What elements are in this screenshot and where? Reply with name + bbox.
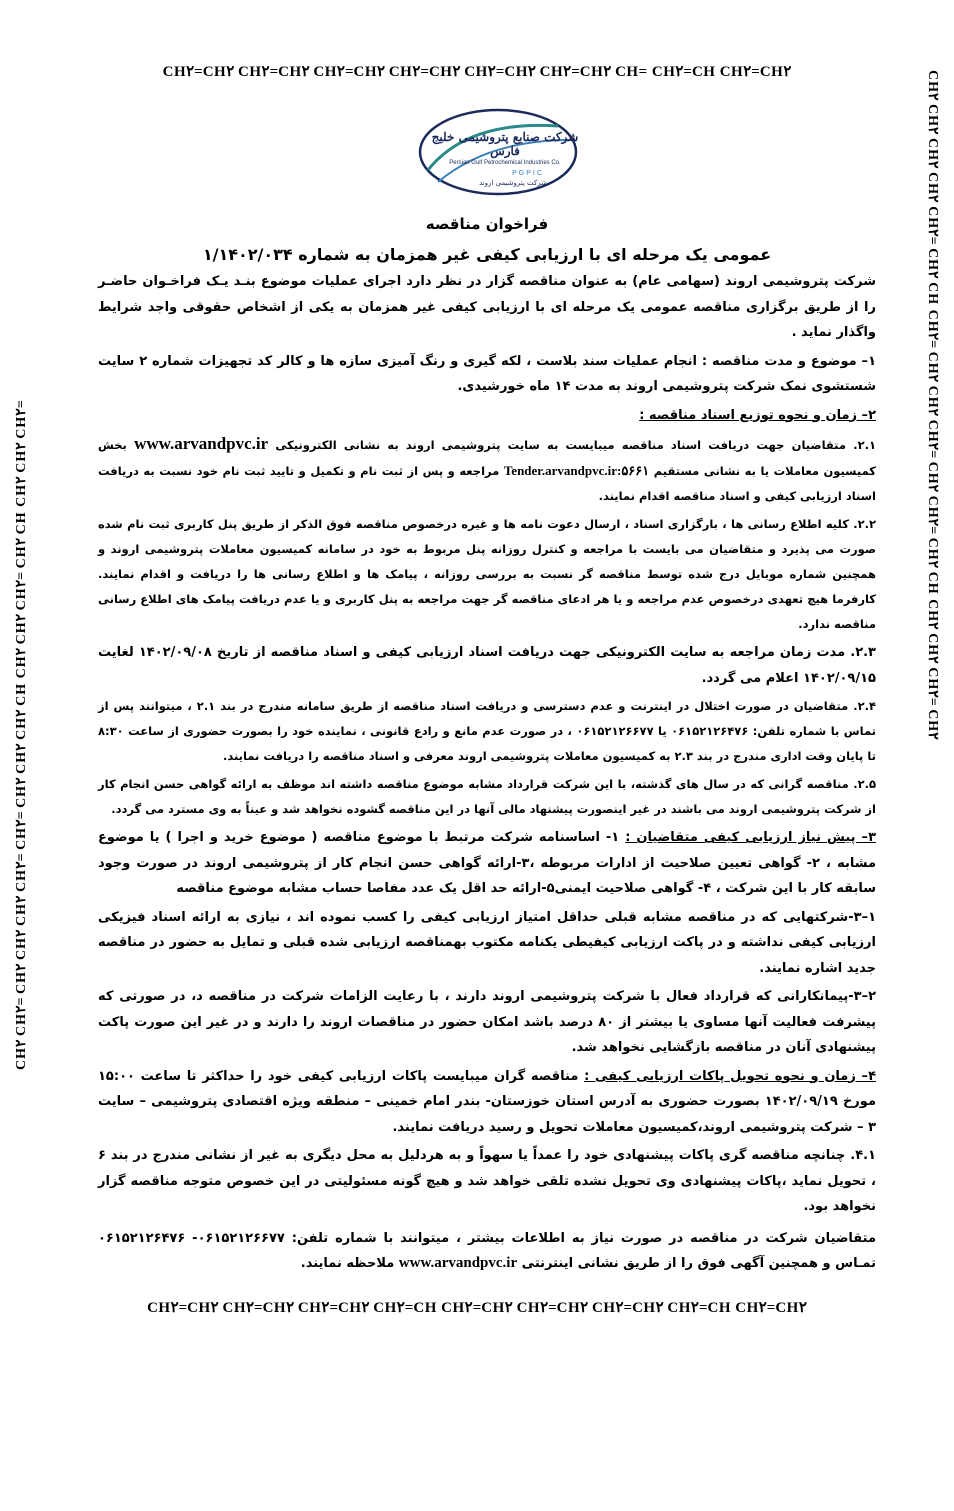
p21-text-c: مراجعه و پس از ثبت نام و تکمیل و تایید ثبت نام خود نسبت به دریافت اسناد ارزیابی کیفی و اسناد مناقصه اقدام نمایند. xyxy=(98,464,876,503)
section-4-text: مناقصه گران میبایست پاکات ارزیابی کیفی خود را حداکثر تا ساعت ۱۵:۰۰ مورخ ۱۴۰۲/۰۹/۱۹ بصورت حضوری به آدرس استان خوزستان- بندر امام خمینی – منطقه ویژه اقتصادی پتروشیمی – سایت ۳ – شرکت پتروشیمی اروند،کمیسیون معاملات تحویل و رسید دریافت نمایند. xyxy=(98,1068,876,1135)
paragraph-4-1: ۴.۱. چنانچه مناقصه گری پاکات پیشنهادی خود را عمداً یا سهواً و به هردلیل به محل دیگری به غیر از نشانی مندرج در بند ۶ ، تحویل نماید ،پاکات پیشنهادی وی تحویل نشده تلقی خواهد شد و هیچ گونه مسئولیتی در این خصوص متوجه مناقصه گزار نخواهد بود. xyxy=(98,1148,876,1214)
intro-paragraph: شرکت پتروشیمی اروند (سهامی عام) به عنوان مناقصه گزار در نظر دارد اجرای عملیات موضوع بنـد یـک فراخـوان حاضـر را از طریق برگزاری مناقصه عمومی یک مرحله ای با ارزیابی کیفی غیر همزمان به یکی از اشخاص حقوقی واجد شرایط واگذار نماید . xyxy=(98,274,876,340)
section-1 xyxy=(98,349,876,400)
section-3 xyxy=(98,825,876,902)
paragraph-3-1: ۱–۳-شرکتهایی که در مناقصه مشابه قبلی حداقل امتیاز ارزیابی کیفی را کسب نموده اند ، نیازی به ارائه اسناد فیزیکی ارزیابی کیفی نداشته و در پاکت ارزیابی کیفیطی یکنامه مکتوب بهمناقصه ارزیابی شده قبلی و تمایل به حضور در مناقصه جدید اشاره نمایند. xyxy=(98,909,876,976)
section-1-heading: ۱– موضوع و مدت مناقصه : xyxy=(701,353,876,369)
frame-bottom-formulas: CH۲=CH۲ CH۲=CH۲ CH۲=CH۲ CH۲=CH CH۲=CH۲ CH۲=CH۲ CH۲=CH۲ CH۲=CH CH۲=CH۲ xyxy=(147,1300,807,1316)
paragraph-2-4: ۲.۴. متقاضیان در صورت اختلال در اینترنت و عدم دسترسی و دریافت اسناد مناقصه از طریق سامانه مندرج در بند ۲.۱ ، میتوانند پس از تماس با شماره تلفن: ۰۶۱۵۲۱۲۶۴۷۶ یا ۰۶۱۵۲۱۲۶۶۷۷ ، در صورت عدم مانع و رادع قانونی ، نماینده خود را بصورت حضوری از ساعت ۸:۳۰ تا پایان وقت اداری مندرج در بند ۲.۳ به کمیسیون معاملات پتروشیمی اروند معرفی و اسناد مناقصه را دریافت نمایند. xyxy=(98,699,876,763)
p21-text-b: بخش کمیسیون معاملات یا به نشانی مستقیم xyxy=(98,438,876,478)
section-2-heading: ۲– زمان و نحوه توزیع اسناد مناقصه : xyxy=(639,407,876,423)
p21-text-a: ۲.۱. متقاضیان جهت دریافت اسناد مناقصه میبایست به سایت پتروشیمی اروند به نشانی الکترونیکی xyxy=(268,438,876,452)
paragraph-2-1 xyxy=(98,431,876,509)
logo-subtitle: شرکت پتروشیمی اروند xyxy=(479,179,547,187)
tender-portal-link[interactable]: Tender.arvandpvc.ir:۵۶۶۱ xyxy=(503,463,650,478)
closing-paragraph xyxy=(98,1226,876,1277)
closing-website-link[interactable]: www.arvandpvc.ir xyxy=(398,1255,518,1271)
section-4 xyxy=(98,1064,876,1141)
section-3-text: ۱- اساسنامه شرکت مرتبط با موضوع مناقصه ( موضوع خرید و اجرا ) یا موضوع مشابه ، ۲- گواهی تعیین صلاحیت از ادارات مربوطه ،۳-ارائه گواهی حسن انجام کار از پتروشیمی اروند در صورت وجود سابقه کار با این شرکت ، ۴- گواهی صلاحیت ایمنی۵-ارائه حد اقل یک عدد مفاصا حساب مشابه موضوع مناقصه xyxy=(98,830,876,896)
section-1-text: انجام عملیات سند بلاست ، لکه گیری و رنگ آمیزی سازه ها و کالر کد تجهیزات شماره ۲ سایت شستشوی نمک شرکت پتروشیمی اروند به مدت ۱۴ ماه خورشیدی. xyxy=(98,353,876,394)
website-link[interactable]: www.arvandpvc.ir xyxy=(134,434,269,453)
closing-text-a: متقاضیان شرکت در مناقصه در صورت نیاز به اطلاعات بیشتر ، میتوانند با شماره تلفن: ۰۶۱۵۲۱۲۶۶۷۷- ۰۶۱۵۲۱۲۶۴۷۶ تمـاس و همچنین آگهی فوق را از طریق نشانی اینترنتی xyxy=(98,1230,876,1271)
logo-abbr: PGPIC xyxy=(512,170,544,177)
frame-top-formulas: CH۲=CH۲ CH۲=CH۲ CH۲=CH۲ CH۲=CH۲ CH۲=CH۲ CH۲=CH۲ CH= CH۲=CH CH۲=CH۲ xyxy=(162,64,792,80)
paragraph-2-5: ۲.۵. مناقصه گرانی که در سال های گذشته، با این شرکت قرارداد مشابه موضوع مناقصه داشته اند موظف به ارائه گواهی حسن انجام کار از شرکت پتروشیمی اروند می باشند در غیر اینصورت پیشنهاد مالی آنها در این مناقصه گشوده نخواهد شد و عیناً به وی مسترد می گردد. xyxy=(98,777,876,816)
closing-text-b: ملاحظه نمایند. xyxy=(300,1256,399,1271)
section-3-heading: ۳– پیش نیاز ارزیابی کیفی متقاضیان : xyxy=(625,830,876,845)
paragraph-2-2: ۲.۲. کلیه اطلاع رسانی ها ، بارگزاری اسناد ، ارسال دعوت نامه ها و غیره درخصوص مناقصه فوق الذکر از طریق پنل کاربری ثبت نام شده صورت می پذیرد و متقاضیان می بایست با مراجعه و کنترل روزانه پنل مربوط به خود در سامانه کمیسیون معاملات پتروشیمی اروند و همچنین شماره موبایل درج شده توسط مناقصه گر نسبت به بررسی روزانه ، پیامک ها و اطلاع رسانی ها را دریافت و اقدام نمایند. کارفرما هیچ تعهدی درخصوص عدم مراجعه و یا هر ادعای مناقصه گر جهت مراجعه به پنل کاربری و یا عدم دریافت پیامک های اطلاع رسانی مناقصه ندارد. xyxy=(98,517,876,631)
doc-title: فراخوان مناقصه xyxy=(425,215,549,233)
paragraph-3-2: ۲–۳-پیمانکارانی که قرارداد فعال با شرکت پتروشیمی اروند دارند ، با رعایت الزامات شرکت در مناقصه د، در صورتی که پیشرفت فعالیت آنها مساوی یا بیشتر از ۸۰ درصد باشد امکان حضور در مناقصات اروند را دارند و در غیر این صورت پاکت پیشنهادی آنان در مناقصه بازگشایی نخواهد شد. xyxy=(98,989,876,1055)
logo-name-fa: شرکت صنایع پتروشیمی خلیج فارس xyxy=(431,130,579,158)
paragraph-2-3: ۲.۳. مدت زمان مراجعه به سایت الکترونیکی جهت دریافت اسناد ارزیابی کیفی و اسناد مناقصه از تاریخ ۱۴۰۲/۰۹/۰۸ لغایت ۱۴۰۲/۰۹/۱۵ اعلام می گردد. xyxy=(98,645,876,686)
tender-document xyxy=(98,212,876,1280)
frame-left-formulas: CH۲ CH۲= CH۲ CH۲ CH۲ CH۲= CH۲= CH۲ CH۲ CH۲ CH CH۲ CH۲ CH۲= CH۲ CH CH۲ CH۲ CH۲= xyxy=(14,400,29,1070)
doc-subtitle: عمومی یک مرحله ای با ارزیابی کیفی غیر همزمان به شماره ۱/۱۴۰۲/۰۳۴ xyxy=(202,244,772,264)
frame-right-formulas: CH۲ CH۲ CH۲ CH۲ CH۲= CH۲ CH CH۲= CH۲ CH۲ CH۲= CH۲ CH۲= CH۲ CH CH۲ CH۲ CH۲= CH۲ xyxy=(925,70,940,740)
section-4-heading: ۴– زمان و نحوه تحویل پاکات ارزیابی کیفی : xyxy=(584,1068,876,1084)
logo-name-en: Persian Gulf Petrochemical Industries Co. xyxy=(449,160,561,166)
company-logo xyxy=(408,100,588,210)
